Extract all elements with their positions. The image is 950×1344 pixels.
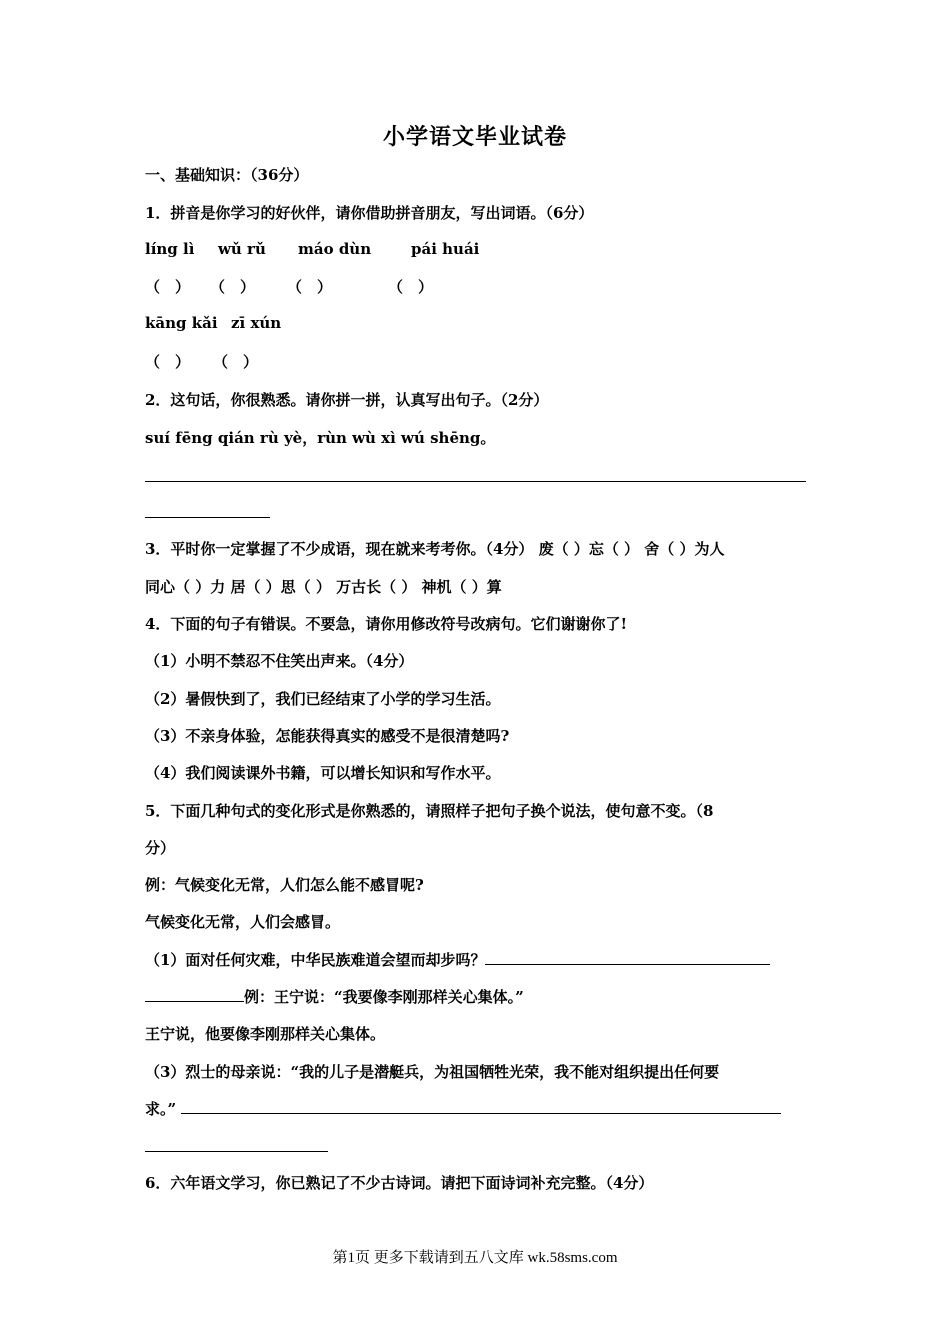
pinyin-5: kāng kǎi bbox=[145, 314, 218, 332]
page-footer: 第1页 更多下载请到五八文库 wk.58sms.com bbox=[332, 1250, 618, 1266]
answer-paren-2[interactable]: （ ） bbox=[210, 278, 256, 296]
example-answer: 王宁说，他要像李刚那样关心集体。 bbox=[145, 1025, 386, 1043]
answer-blank[interactable] bbox=[181, 1099, 781, 1114]
question-6-prompt: 6．六年语文学习，你已熟记了不少古诗词。请把下面诗词补充完整。（4分） bbox=[145, 1174, 654, 1192]
answer-paren-6[interactable]: （ ） bbox=[213, 353, 259, 371]
pinyin-6: zī xún bbox=[231, 314, 282, 332]
answer-line[interactable] bbox=[145, 517, 270, 518]
question-3-line-1: 3．平时你一定掌握了不少成语，现在就来考考你。（4分） 废（ ）忘（ ） 舍（ ）为人 bbox=[145, 540, 725, 558]
sentence-item: （3）不亲身体验，怎能获得真实的感受不是很清楚吗? bbox=[145, 727, 510, 745]
answer-blank[interactable] bbox=[145, 987, 244, 1002]
question-3-line-2: 同心（ ）力 居（ ）思（ ） 万古长（ ） 神机（ ）算 bbox=[145, 578, 502, 596]
rewrite-item-1-text: （1）面对任何灾难，中华民族难道会望而却步吗？ bbox=[145, 951, 486, 969]
section-heading: 一、基础知识：（36分） bbox=[145, 166, 309, 184]
question-5-prompt-cont: 分） bbox=[145, 839, 176, 857]
answer-paren-5[interactable]: （ ） bbox=[145, 353, 191, 371]
sentence-item: （2）暑假快到了，我们已经结束了小学的学习生活。 bbox=[145, 690, 501, 708]
rewrite-item-1 bbox=[145, 949, 770, 970]
example-sentence-2-row bbox=[145, 986, 524, 1007]
rewrite-item-3-cont bbox=[145, 1098, 781, 1119]
pinyin-1: líng lì bbox=[145, 240, 195, 258]
sentence-item: （1）小明不禁忍不住笑出声来。（4分） bbox=[145, 652, 414, 670]
answer-blank[interactable] bbox=[485, 950, 770, 965]
pinyin-4: pái huái bbox=[411, 240, 480, 258]
pinyin-2: wǔ rǔ bbox=[218, 240, 266, 258]
question-1-prompt: 1．拼音是你学习的好伙伴，请你借助拼音朋友，写出词语。（6分） bbox=[145, 204, 594, 222]
sentence-item: （4）我们阅读课外书籍，可以增长知识和写作水平。 bbox=[145, 764, 501, 782]
example-sentence: 例：王宁说：“我要像李刚那样关心集体。” bbox=[244, 988, 524, 1006]
question-4-prompt: 4．下面的句子有错误。不要急，请你用修改符号改病句。它们谢谢你了! bbox=[145, 615, 628, 633]
page-title: 小学语文毕业试卷 bbox=[382, 124, 567, 150]
answer-line[interactable] bbox=[145, 1151, 328, 1152]
example-answer: 气候变化无常，人们会感冒。 bbox=[145, 913, 341, 931]
rewrite-item-3-text: 求。” bbox=[145, 1100, 177, 1118]
answer-line[interactable] bbox=[145, 481, 806, 482]
pinyin-3: máo dùn bbox=[298, 240, 372, 258]
rewrite-item-3: （3）烈士的母亲说：“我的儿子是潜艇兵，为祖国牺牲光荣，我不能对组织提出任何要 bbox=[145, 1063, 720, 1081]
question-2-pinyin: suí fēng qián rù yè，rùn wù xì wú shēng。 bbox=[145, 429, 496, 447]
answer-paren-1[interactable]: （ ） bbox=[145, 278, 191, 296]
example-sentence: 例：气候变化无常，人们怎么能不感冒呢? bbox=[145, 876, 424, 894]
answer-paren-4[interactable]: （ ） bbox=[388, 278, 434, 296]
question-5-prompt: 5．下面几种句式的变化形式是你熟悉的，请照样子把句子换个说法，使句意不变。（8 bbox=[145, 802, 714, 820]
answer-paren-3[interactable]: （ ） bbox=[287, 278, 333, 296]
question-2-prompt: 2．这句话，你很熟悉。请你拼一拼，认真写出句子。（2分） bbox=[145, 391, 549, 409]
